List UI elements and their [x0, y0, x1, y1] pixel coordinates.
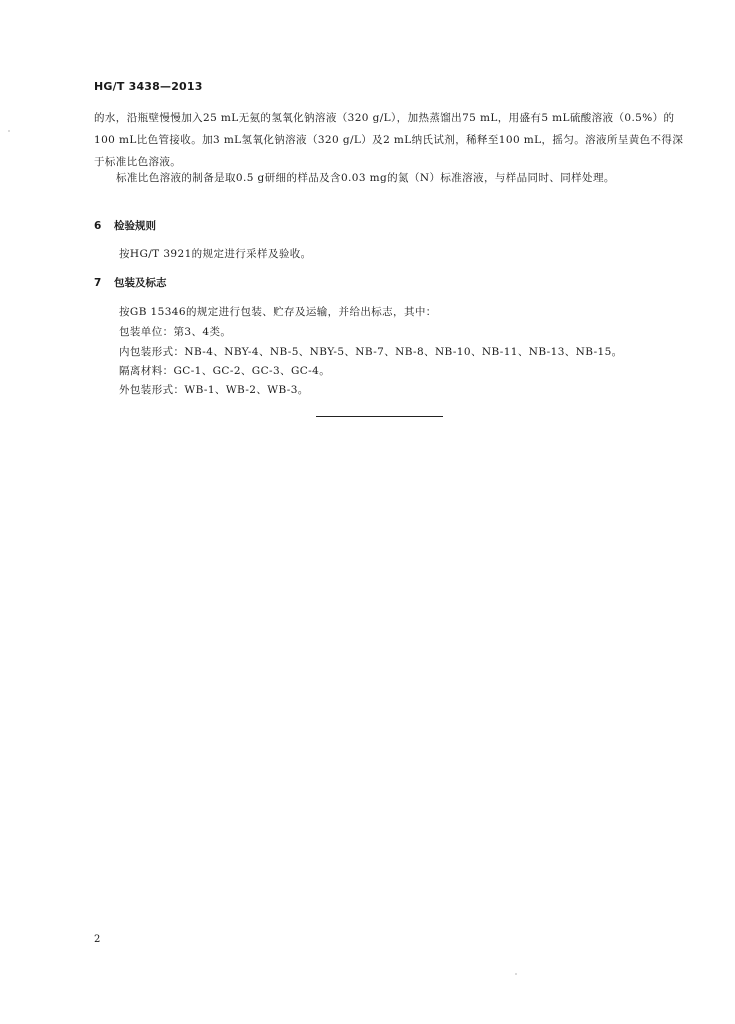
- section-heading-inspection-rules: [94, 218, 156, 234]
- paragraph-standard-solution: 标准比色溶液的制备是取0.5 g研细的样品及含0.03 mg的氮（N）标准溶液，与样品同时、同样处理。: [116, 172, 615, 184]
- section-line: 隔离材料：GC-1、GC-2、GC-3、GC-4。: [119, 365, 331, 377]
- section-title: 包装及标志: [114, 277, 167, 289]
- scan-speck: [515, 973, 517, 975]
- scan-speck: [8, 130, 10, 132]
- section-heading-packaging-and-marking: [94, 275, 167, 291]
- section-number: 7: [94, 277, 102, 289]
- section-line: 包装单位：第3、4类。: [119, 326, 232, 338]
- section-line: 内包装形式：NB-4、NBY-4、NB-5、NBY-5、NB-7、NB-8、NB-10、NB-11、NB-13、NB-15。: [119, 346, 623, 358]
- section-title: 检验规则: [114, 220, 156, 232]
- end-of-document-rule: [316, 416, 443, 417]
- page-number: 2: [94, 934, 101, 945]
- paragraph-procedure: 的水，沿瓶壁慢慢加入25 mL无氨的氢氧化钠溶液（320 g/L），加热蒸馏出75 mL，用盛有5 mL硫酸溶液（0.5%）的100 mL比色管接收。加3 mL氢氧化钠溶液（320 g/L）及2 mL纳氏试剂，稀释至100 mL，摇匀。溶液所呈黄色不得深于标准比色溶液。: [94, 112, 684, 168]
- section-line: 外包装形式：WB-1、WB-2、WB-3。: [119, 384, 309, 396]
- standard-code: HG/T 3438—2013: [94, 80, 203, 93]
- section-number: 6: [94, 220, 102, 232]
- section-line: 按GB 15346的规定进行包装、贮存及运输，并给出标志，其中：: [119, 306, 437, 318]
- section-line: 按HG/T 3921的规定进行采样及验收。: [119, 248, 312, 260]
